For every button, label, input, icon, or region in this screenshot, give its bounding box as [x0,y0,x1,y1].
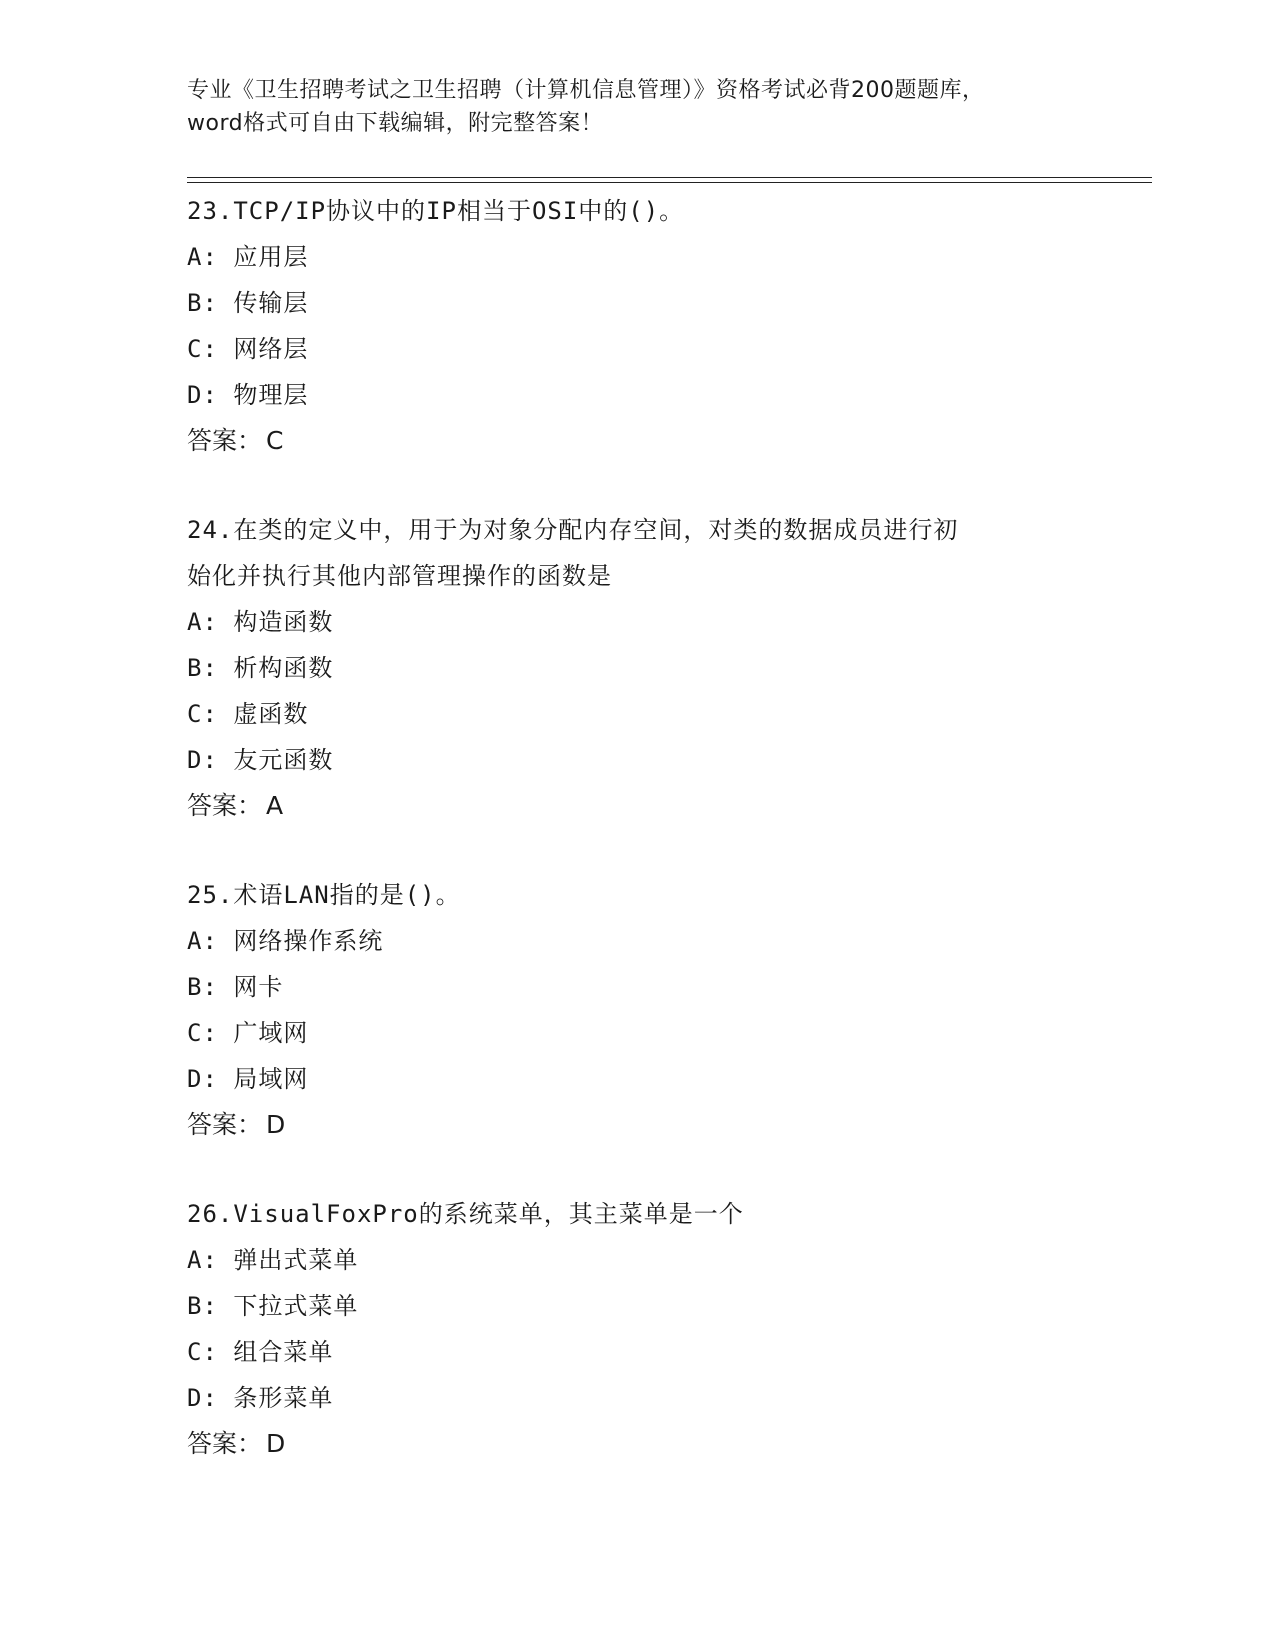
option-d: D: 友元函数 [187,746,334,774]
answer-value: D [266,1110,286,1139]
answer-label: 答案 [187,426,238,455]
answer-line: 答案： D [187,1110,286,1139]
header-divider [187,177,1152,183]
question-24 [187,507,1087,829]
option-b: B: 传输层 [187,289,309,317]
question-25 [187,872,1087,1148]
option-c: C: 虚函数 [187,700,309,728]
option-c: C: 广域网 [187,1019,309,1047]
option-a: A: 弹出式菜单 [187,1246,359,1274]
option-a: A: 构造函数 [187,608,334,636]
answer-value: D [266,1429,286,1458]
answer-line: 答案： D [187,1429,286,1458]
answer-value: A [266,791,284,820]
question-stem: 25.术语LAN指的是()。 [187,881,461,909]
answer-label: 答案 [187,1110,238,1139]
question-23 [187,188,1087,464]
option-c: C: 组合菜单 [187,1338,334,1366]
option-a: A: 应用层 [187,243,309,271]
answer-line: 答案： C [187,426,284,455]
question-stem: 23.TCP/IP协议中的IP相当于OSI中的()。 [187,197,685,225]
document-header [187,74,1087,140]
option-d: D: 物理层 [187,381,309,409]
option-b: B: 析构函数 [187,654,334,682]
answer-value: C [266,426,284,455]
header-line-1: 专业《卫生招聘考试之卫生招聘（计算机信息管理）》资格考试必背200题题库， [187,78,985,103]
option-b: B: 网卡 [187,973,284,1001]
option-a: A: 网络操作系统 [187,927,384,955]
answer-label: 答案 [187,1429,238,1458]
header-line-2: word格式可自由下载编辑，附完整答案！ [187,111,604,136]
question-stem: 26.VisualFoxPro的系统菜单，其主菜单是一个 [187,1200,744,1228]
option-d: D: 局域网 [187,1065,309,1093]
answer-label: 答案 [187,791,238,820]
question-stem-line-1: 24.在类的定义中，用于为对象分配内存空间，对类的数据成员进行初 [187,516,959,544]
question-26 [187,1191,1087,1467]
option-b: B: 下拉式菜单 [187,1292,359,1320]
option-c: C: 网络层 [187,335,309,363]
answer-line: 答案： A [187,791,284,820]
question-list [187,188,1087,1510]
option-d: D: 条形菜单 [187,1384,334,1412]
question-stem-line-2: 始化并执行其他内部管理操作的函数是 [187,562,612,590]
